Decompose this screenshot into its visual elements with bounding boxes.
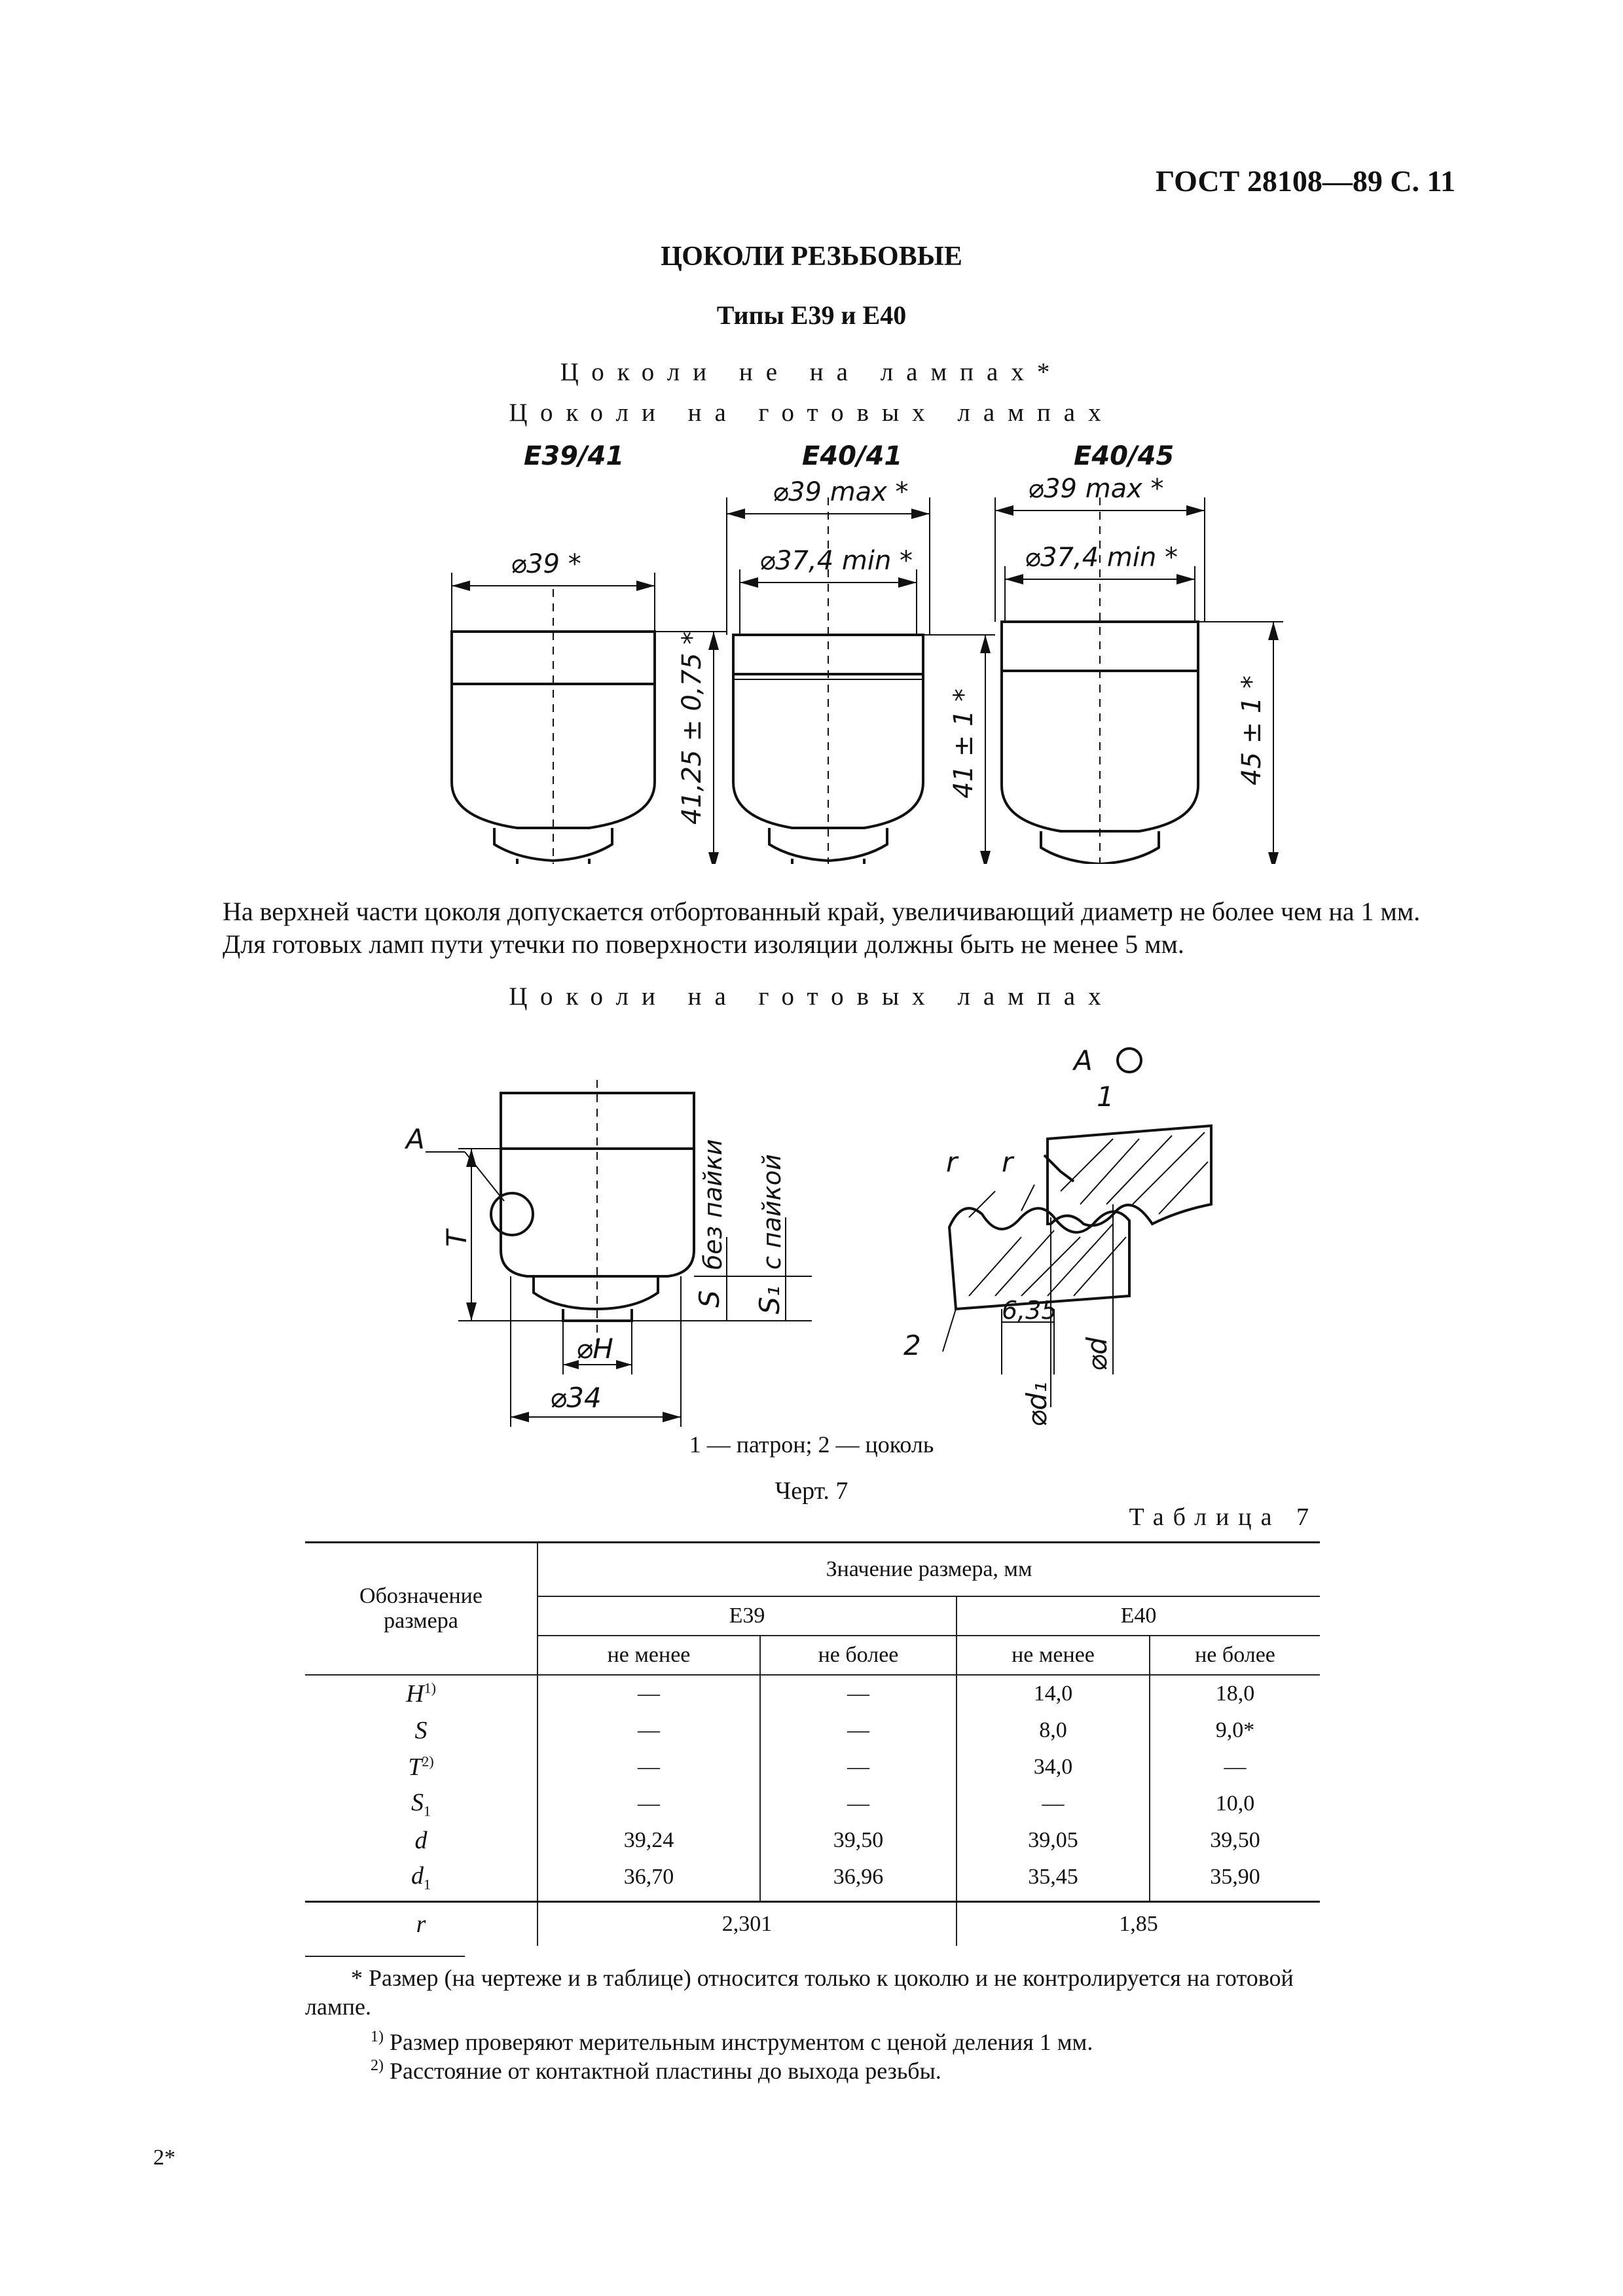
dim-e40-41-height: 41 ± 1 * [949,688,979,798]
figure-caption: Черт. 7 [775,1477,848,1505]
section-label-not-on-lamps: Цоколи не на лампах* [560,358,1063,386]
label-r-1: r [946,1146,958,1178]
label-t: T [441,1230,473,1247]
header-value: Значение размера, мм [538,1543,1320,1597]
table-row: S — — 8,0 9,0* [305,1712,1320,1749]
label-1: 1 [1097,1081,1114,1113]
section-label-on-lamps-2: Цоколи на готовых лампах [509,982,1114,1011]
footnote-1: $^{1)}$ Размер проверяют мерительным инструментом с ценой деления 1 мм. [371,2028,1093,2055]
cap-name-e39-41: E39/41 [524,441,625,471]
label-with-solder: с пайкой [757,1154,786,1270]
dim-e40-45-max: ⌀39 max * [1028,474,1164,504]
footnote-star: * Размер (на чертеже и в таблице) относится только к цоколю и не контролируется на готовой лампе. [305,1965,1294,2020]
header-max-e40: не более [1150,1636,1320,1675]
table-label: Таблица 7 [1129,1503,1318,1531]
header-min-e39: не менее [538,1636,760,1675]
document-reference: ГОСТ 28108—89 С. 11 [1155,164,1455,198]
dim-e40-41-min: ⌀37,4 min * [759,546,913,576]
section-label-on-lamps: Цоколи на готовых лампах [509,399,1114,427]
label-r-2: r [1002,1146,1013,1178]
label-d: ⌀d [1081,1337,1113,1371]
footnote-divider [305,1956,465,1957]
detail-a-label: A [1074,1045,1093,1077]
paragraph-leakage: Для готовых ламп пути утечки по поверхности изоляции должны быть не менее 5 мм. [223,929,1184,959]
label-s1: S₁ [754,1285,786,1314]
header-type-e40: Е40 [957,1596,1320,1636]
cap-name-e40-45: E40/45 [1074,441,1175,471]
label-h: ⌀H [576,1333,613,1365]
dim-e40-41-max: ⌀39 max * [773,477,909,507]
table-row: $S_1$ — — — 10,0 [305,1785,1320,1822]
header-min-e40: не менее [957,1636,1150,1675]
label-pitch: 6,35 [1002,1296,1057,1325]
cap-drawing-bottom [0,1021,1623,1466]
label-a-side: A [406,1123,425,1155]
figure-legend: 1 — патрон; 2 — цоколь [689,1431,934,1458]
table-row: d 39,24 39,50 39,05 39,50 [305,1822,1320,1859]
cap-name-e40-41: E40/41 [802,441,903,471]
dim-e39-height: 41,25 ± 0,75 * [677,631,707,825]
dim-e40-45-min: ⌀37,4 min * [1025,543,1178,573]
label-34: ⌀34 [550,1382,602,1414]
paragraph-flange: На верхней части цоколя допускается отбортованный край, увеличивающий диаметр не более чем на 1 мм. [223,897,1421,926]
footnote-2: $^{2)}$ Расстояние от контактной пластины до выхода резьбы. [371,2057,941,2084]
table-row: $H^{1)}$ — — 14,0 18,0 [305,1675,1320,1712]
page-mark: 2* [153,2145,175,2170]
cap-drawings-top [0,432,1623,864]
header-type-e39: Е39 [538,1596,957,1636]
dimensions-table [305,1541,1320,1946]
dim-e39-width: ⌀39 * [511,549,581,579]
table-row: $d_1$ 36,70 36,96 35,45 35,90 [305,1859,1320,1902]
label-2: 2 [903,1329,921,1361]
dim-e40-45-height: 45 ± 1 * [1237,675,1267,785]
label-d1: ⌀d₁ [1021,1382,1053,1427]
table-row: $T^{2)}$ — — 34,0 — [305,1749,1320,1785]
header-designation: Обозначение размера [305,1543,538,1676]
label-without-solder: без пайки [699,1139,727,1270]
table-row-r: r 2,301 1,85 [305,1902,1320,1946]
page-title: ЦОКОЛИ РЕЗЬБОВЫЕ [661,242,962,272]
page-subtitle: Типы Е39 и Е40 [716,300,907,330]
header-max-e39: не более [760,1636,957,1675]
label-s: S [693,1290,725,1308]
